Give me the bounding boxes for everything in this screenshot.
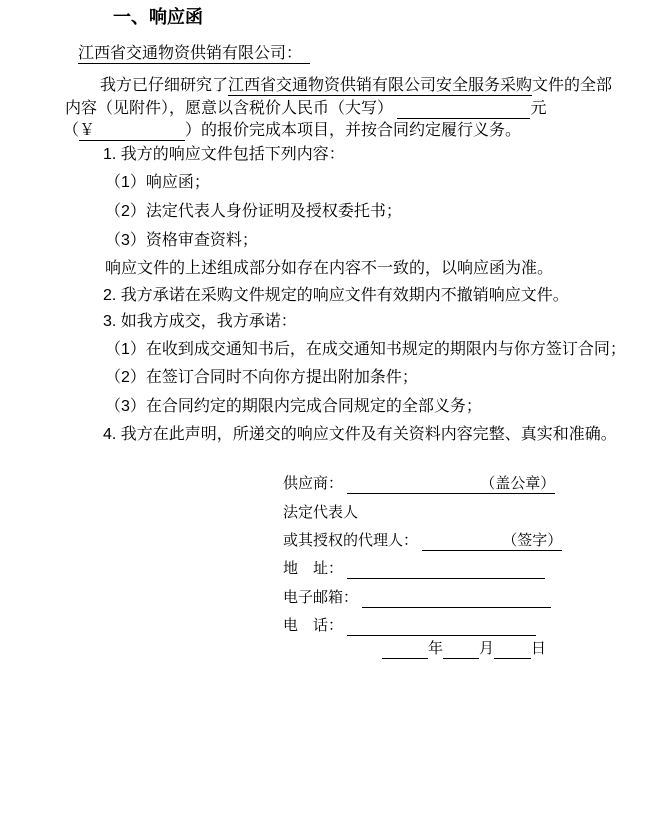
blank-year[interactable] <box>382 642 428 659</box>
day-label: 日 <box>531 640 547 657</box>
date-line <box>382 639 546 659</box>
list-item-4: 4. 我方在此声明，所递交的响应文件及有关资料内容完整、真实和准确。 <box>103 426 617 443</box>
list-item-3-sub-1: （1）在收到成交通知书后，在成交通知书规定的期限内与你方签订合同； <box>105 341 626 358</box>
list-item-3-sub-3: （3）在合同约定的期限内完成合同规定的全部义务； <box>105 398 482 415</box>
authorized-agent-line <box>283 531 562 551</box>
blank-amount-in-words[interactable] <box>397 102 530 119</box>
list-item-1-sub-3: （3）资格审查资料； <box>105 232 258 249</box>
phone-label: 电 话： <box>283 617 344 634</box>
supplier-line <box>283 474 555 494</box>
blank-email[interactable] <box>362 591 551 608</box>
intro-price-text: 内容（见附件），愿意以含税价人民币（大写） <box>65 100 394 117</box>
month-label: 月 <box>479 640 495 657</box>
list-item-1-sub-1: （1）响应函； <box>105 174 210 191</box>
list-item-1: 1. 我方的响应文件包括下列内容： <box>103 146 345 163</box>
yuan-unit: 元 <box>530 100 547 117</box>
salutation-line <box>78 44 310 64</box>
authorized-agent-label: 或其授权的代理人： <box>283 532 419 549</box>
intro-closing-text: ）的报价完成本项目，并按合同约定履行义务。 <box>185 122 522 139</box>
phone-line <box>283 616 536 636</box>
email-line <box>283 588 551 608</box>
blank-phone[interactable] <box>347 619 536 636</box>
open-paren: （ <box>63 122 80 139</box>
list-item-1-note: 响应文件的上述组成部分如存在内容不一致的，以响应函为准。 <box>105 260 554 277</box>
blank-month[interactable] <box>443 642 479 659</box>
currency-symbol: ￥ <box>79 122 96 139</box>
blank-address[interactable] <box>347 562 545 579</box>
list-item-1-sub-2: （2）法定代表人身份证明及授权委托书； <box>105 203 402 220</box>
list-item-2: 2. 我方承诺在采购文件规定的响应文件有效期内不撤销响应文件。 <box>103 287 569 304</box>
email-label: 电子邮箱： <box>283 589 359 606</box>
intro-line-3 <box>63 121 521 141</box>
blank-agent-name[interactable] <box>422 534 502 551</box>
address-label: 地 址： <box>283 560 344 577</box>
company-seal-note: （盖公章） <box>480 475 556 492</box>
intro-line-2 <box>65 99 546 119</box>
salutation-company-name: 江西省交通物资供销有限公司： <box>78 45 310 64</box>
amount-in-figures-group <box>79 122 185 141</box>
list-item-3-sub-2: （2）在签订合同时不向你方提出附加条件； <box>105 369 418 386</box>
blank-day[interactable] <box>494 642 531 659</box>
year-label: 年 <box>428 640 444 657</box>
page-title: 一、响应函 <box>113 7 203 27</box>
blank-supplier-name[interactable] <box>347 477 480 494</box>
signature-note: （签字） <box>502 532 563 549</box>
supplier-label: 供应商： <box>283 475 344 492</box>
legal-representative-line: 法定代表人 <box>283 504 359 521</box>
blank-amount-in-figures[interactable] <box>95 127 185 141</box>
intro-line-1 <box>100 76 612 96</box>
intro-text-pre: 我方已仔细研究了 <box>100 77 229 94</box>
intro-text-post: 文件的全部 <box>532 77 613 94</box>
procurement-project-name: 江西省交通物资供销有限公司安全服务采购 <box>228 77 533 94</box>
address-line <box>283 559 545 579</box>
list-item-3: 3. 如我方成交，我方承诺： <box>103 313 297 330</box>
